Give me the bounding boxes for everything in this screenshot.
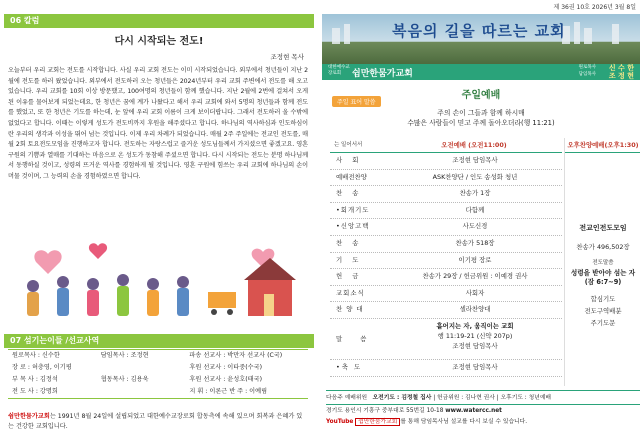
theme-verse	[322, 108, 640, 128]
denomination-line: 대한예수교	[328, 65, 350, 70]
theme-badge: 주일 표어 말씀	[332, 96, 381, 107]
evening-header: 오후찬양예배(오후1:30)	[565, 138, 640, 153]
order-label: 사 회	[336, 156, 363, 164]
order-label: •회개기도	[336, 205, 370, 214]
order-value: 조정현 담임목사	[452, 156, 498, 164]
header-banner	[322, 14, 640, 64]
next-offering: 헌금위원 : 김나현 권사	[437, 395, 495, 401]
contact-info	[326, 406, 640, 428]
table-row	[330, 302, 562, 319]
role-label: 담임목사	[578, 71, 596, 77]
table-row	[330, 269, 562, 286]
next-morning: 오전기도 : 김정철 집사	[372, 395, 432, 401]
table-row	[330, 219, 562, 236]
staff-cell: 장 로 : 허충영, 이기평	[12, 364, 72, 371]
order-label: 찬 양 대	[336, 305, 364, 314]
denomination	[328, 65, 350, 77]
table-row	[330, 153, 562, 170]
right-page	[322, 0, 640, 440]
column-author: 조정현 목사	[270, 53, 304, 61]
evening-title: 전교인전도모임	[579, 224, 627, 232]
standing-note: 는 일어서서	[334, 142, 363, 148]
table-row	[8, 350, 308, 362]
table-row	[8, 374, 308, 386]
order-value: 찬송가 1장	[459, 189, 491, 198]
order-label: 교회소식	[336, 288, 365, 297]
table-row	[330, 360, 562, 377]
church-name: 쉼만한뭄가교회	[352, 69, 413, 79]
order-label: 찬 송	[336, 189, 363, 198]
people-illustration	[8, 234, 308, 330]
church-intro	[8, 412, 308, 432]
staff-cell: 부 목 사 : 김정석	[12, 376, 58, 383]
order-label: 예배전찬양	[336, 172, 367, 181]
order-label: 헌 금	[336, 272, 363, 281]
left-page	[0, 0, 318, 440]
issue-info: 제 36권 10호 2026년 3월 8일	[553, 4, 636, 11]
column-title: 다시 시작되는 전도!	[114, 36, 204, 47]
order-value: 찬송가 29장 / 헌금위원 : 이예경 권사	[422, 272, 528, 281]
next-week-committee: 다음주 예배위원 오전기도 : 김정철 집사 | 헌금위원 : 김나현 권사 | 오후기도 : 청년예배	[326, 395, 551, 401]
order-value: 찬송가 518장	[455, 238, 495, 247]
table-row	[330, 253, 562, 270]
pastor-name: 신 수 한	[608, 64, 634, 72]
next-evening: 오후기도 : 청년예배	[500, 395, 551, 401]
order-value: ASK찬양단 / 인도 송성화 청년	[432, 172, 518, 181]
verse-line: 주의 손이 그들과 함께 하시매	[437, 109, 525, 117]
pastor-name: 조 정 현	[608, 72, 634, 80]
mission-table	[8, 349, 308, 399]
staff-cell	[97, 386, 186, 398]
sermon-ref: 행 11:19-21 (신약 207p)	[437, 331, 513, 340]
church-intro-text: 는 1991년 8월 24일에 설립되었고 대한예수교장로회 합동측에 속해 있으며 회복과 은혜가 있는 건강한 교회입니다.	[8, 413, 303, 430]
sermon-speaker: 조정현 담임목사	[452, 341, 498, 350]
evening-hymn: 찬송가 496,502장	[576, 243, 630, 251]
evening-worship	[564, 138, 640, 386]
church-bar	[322, 64, 640, 80]
staff-cell: 원로목사 : 신수한	[12, 352, 60, 359]
order-value: 조정현 담임목사	[452, 362, 498, 371]
header-title: 복음의 길을 따르는 교회	[392, 22, 566, 40]
role-label: 원로목사	[578, 65, 596, 70]
denomination-line: 장로회	[328, 71, 342, 76]
mission-section-bar: 07 섬기는이들 /선교사역	[4, 334, 314, 348]
order-label: •신앙고백	[336, 222, 370, 231]
staff-cell: 후원 선교사 : 윤성호(태국)	[189, 376, 262, 383]
staff-cell: 협동목사 : 김용욱	[100, 376, 149, 383]
website-link[interactable]: www.watercc.net	[445, 408, 502, 414]
divider	[326, 404, 640, 405]
next-week-label: 다음주 예배위원	[326, 395, 368, 401]
table-row	[330, 186, 562, 203]
table-row	[330, 203, 562, 220]
pastor-roles	[579, 65, 596, 78]
worship-title: 주일예배	[461, 90, 501, 101]
address: 경기도 용인시 기흥구 중부대로 55번길 10-18	[326, 408, 444, 414]
staff-cell: 파송 선교사 : 박만자 선교사 (C국)	[189, 352, 283, 359]
youtube-note: 를 통해 담임목사님 설교를 다시 보실 수 있습니다.	[400, 419, 528, 425]
sermon-info	[388, 319, 562, 359]
table-row	[330, 286, 562, 303]
divider	[326, 390, 640, 391]
order-label: •축 도	[336, 362, 363, 371]
order-value: 사도신경	[462, 222, 488, 231]
sermon-title: 흩어지는 자, 움직이는 교회	[436, 321, 514, 330]
youtube-channel[interactable]: 쉼만한뭄가교회	[355, 418, 400, 426]
church-intro-name: 쉼만한뭄가교회	[8, 413, 50, 420]
evening-line: 주기도문	[590, 319, 616, 327]
verse-line: 수많은 사람들이 믿고 주께 돌아오더라(행 11:21)	[407, 119, 555, 127]
table-row	[330, 236, 562, 253]
staff-cell: 담임목사 : 조정현	[100, 352, 149, 359]
order-value: 사회자	[465, 288, 485, 297]
sermon-row	[330, 319, 562, 360]
column-text: 오늘부터 우리 교회는 전도를 시작합니다. 사실 우리 교회 전도는 이미 시작되었습니다. 외부에서 청년들이 지난 2월에 전도를 하러 왔었습니다. 외부에서 전도하러 오는 청년들은 2024년부터 우리 교회 주변에서 전도를 해 오고 있습니다. 우리 교회를 10회 이상 방문했고, 100여명의 청년들이 함께 했습니다. 지난 2월에 2번에 걸쳐서 오게 된 이유를 물어보게 되었는데요, 한 청년은 꿈에 계가 나왔다고 해서 우리 교회에 와서 5명의 청년들과 함께 전도를 했었고, 또 한 청년은 기도를 하는데, 눈 앞에 우리 교회 이름이 크게 보이더랍니다. 그래서 전도하러 올 수밖에 없었다고 합니다. 이때는 이렇게 성도가 전도비까지 후원을 해주셨다고 합니다. 하나님의 역사하심과 인도하심이란 우리의 생각과 이성을 뛰어 넘는 것입니다. 이제 우리 차례가 되었습니다. 매월 2주 주일에는 전교인 전도를, 매월 2회 토요전도모임을 진행하고자 합니다. 전도하는 자랑스럽고 즐거운 성도님들께서 가지셨으면 좋겠고요. 영혼 구원의 기쁨과 열매를 기대하는 마음으로 온 성도가 동참해 주셨으면 합니다. 다시 시작되는 전도는 분명 하나님께서 동행하실 것이고, 성령의 뜨거운 역사를 경험하게 될 것입니다. 영혼 구원에 힘쓰는 우리 교회에 하나님의 손이 머물 것이며, 그 능력의 손을 경험하였으면 합니다.	[8, 67, 308, 180]
evening-line: 전도구역배분	[584, 307, 622, 315]
evening-sermon-title: 성령을 받아야 섬는 자	[570, 269, 636, 277]
column-section-bar: 06 칼럼	[4, 14, 314, 28]
worship-order-table	[330, 138, 562, 377]
evening-sermon-label: 전도말씀	[592, 260, 614, 266]
order-value: 셀라찬양대	[459, 305, 491, 314]
table-row	[8, 362, 308, 374]
order-label: 기 도	[336, 255, 363, 264]
order-value: 이기평 장로	[458, 255, 492, 264]
order-label: 찬 송	[336, 238, 363, 247]
youtube-icon: YouTube	[326, 419, 354, 425]
evening-sermon-ref: (잠 6:7~9)	[584, 278, 622, 286]
staff-cell	[97, 362, 186, 374]
order-value: 다함께	[465, 205, 485, 214]
table-row	[330, 170, 562, 187]
pastor-names	[609, 64, 634, 80]
staff-cell: 후원 선교사 : 이타중(수국)	[189, 364, 262, 371]
morning-header: 오전예배 (오전11:00)	[441, 141, 507, 149]
sermon-label: 말 씀	[336, 334, 375, 343]
staff-cell: 전 도 사 : 강명희	[12, 388, 58, 395]
staff-cell: 지 휘 : 이론근 반 주 : 이예림	[189, 388, 268, 395]
worship-table-header	[330, 138, 562, 153]
table-row	[8, 386, 308, 398]
evening-line: 합심기도	[590, 295, 616, 303]
